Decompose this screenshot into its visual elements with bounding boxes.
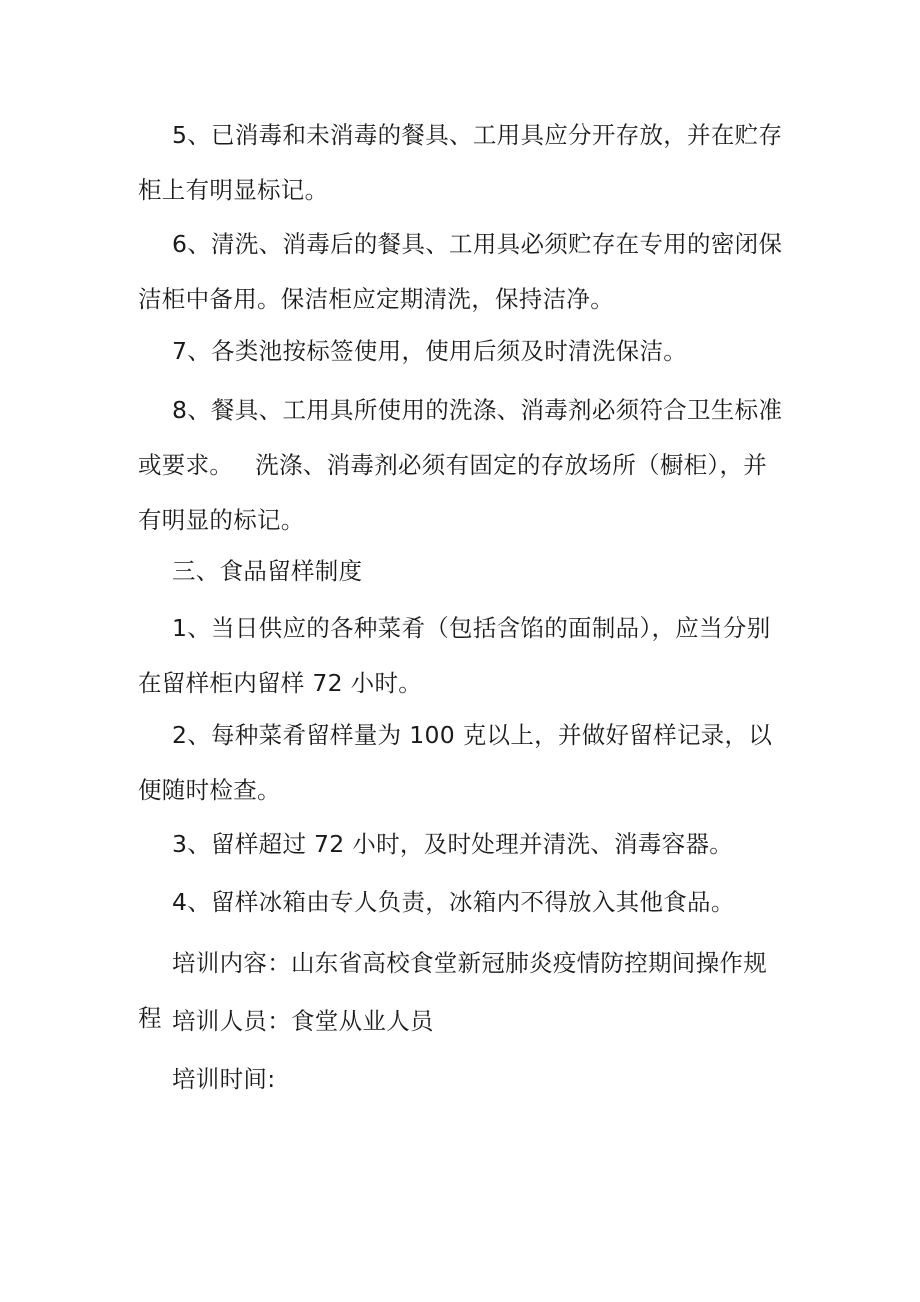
paragraph-7: 7、各类池按标签使用，使用后须及时清洗保洁。	[172, 337, 688, 365]
sample-rule-2: 2、每种菜肴留样量为 100 克以上，并做好留样记录，以便随时检查。	[138, 721, 773, 804]
sample-rule-4: 4、留样冰箱由专人负责，冰箱内不得放入其他食品。	[172, 888, 735, 916]
training-content: 培训内容：山东省高校食堂新冠肺炎疫情防控期间操作规程	[138, 949, 767, 1032]
training-people: 培训人员：食堂从业人员	[172, 1007, 434, 1035]
sample-rule-1: 1、当日供应的各种菜肴（包括含馅的面制品），应当分别在留样柜内留样 72 小时。	[138, 614, 771, 697]
paragraph-8-part-a: 8、餐具、工用具所使用的洗涤、消毒剂必须符合卫生标准或要求。	[138, 396, 783, 479]
paragraph-5: 5、已消毒和未消毒的餐具、工用具应分开存放，并在贮存柜上有明显标记。	[138, 121, 783, 204]
paragraph-6: 6、清洗、消毒后的餐具、工用具必须贮存在专用的密闭保洁柜中备用。保洁柜应定期清洗，保持洁净。	[138, 230, 783, 313]
training-time: 培训时间:	[172, 1065, 276, 1093]
section-heading-food-sample: 三、食品留样制度	[172, 557, 363, 585]
paragraph-8-part-b: 洗涤、消毒剂必须有固定的存放场所（橱柜），并有明显的标记。	[138, 451, 768, 534]
sample-rule-3: 3、留样超过 72 小时，及时处理并清洗、消毒容器。	[172, 830, 734, 858]
paragraph-8	[138, 383, 788, 548]
